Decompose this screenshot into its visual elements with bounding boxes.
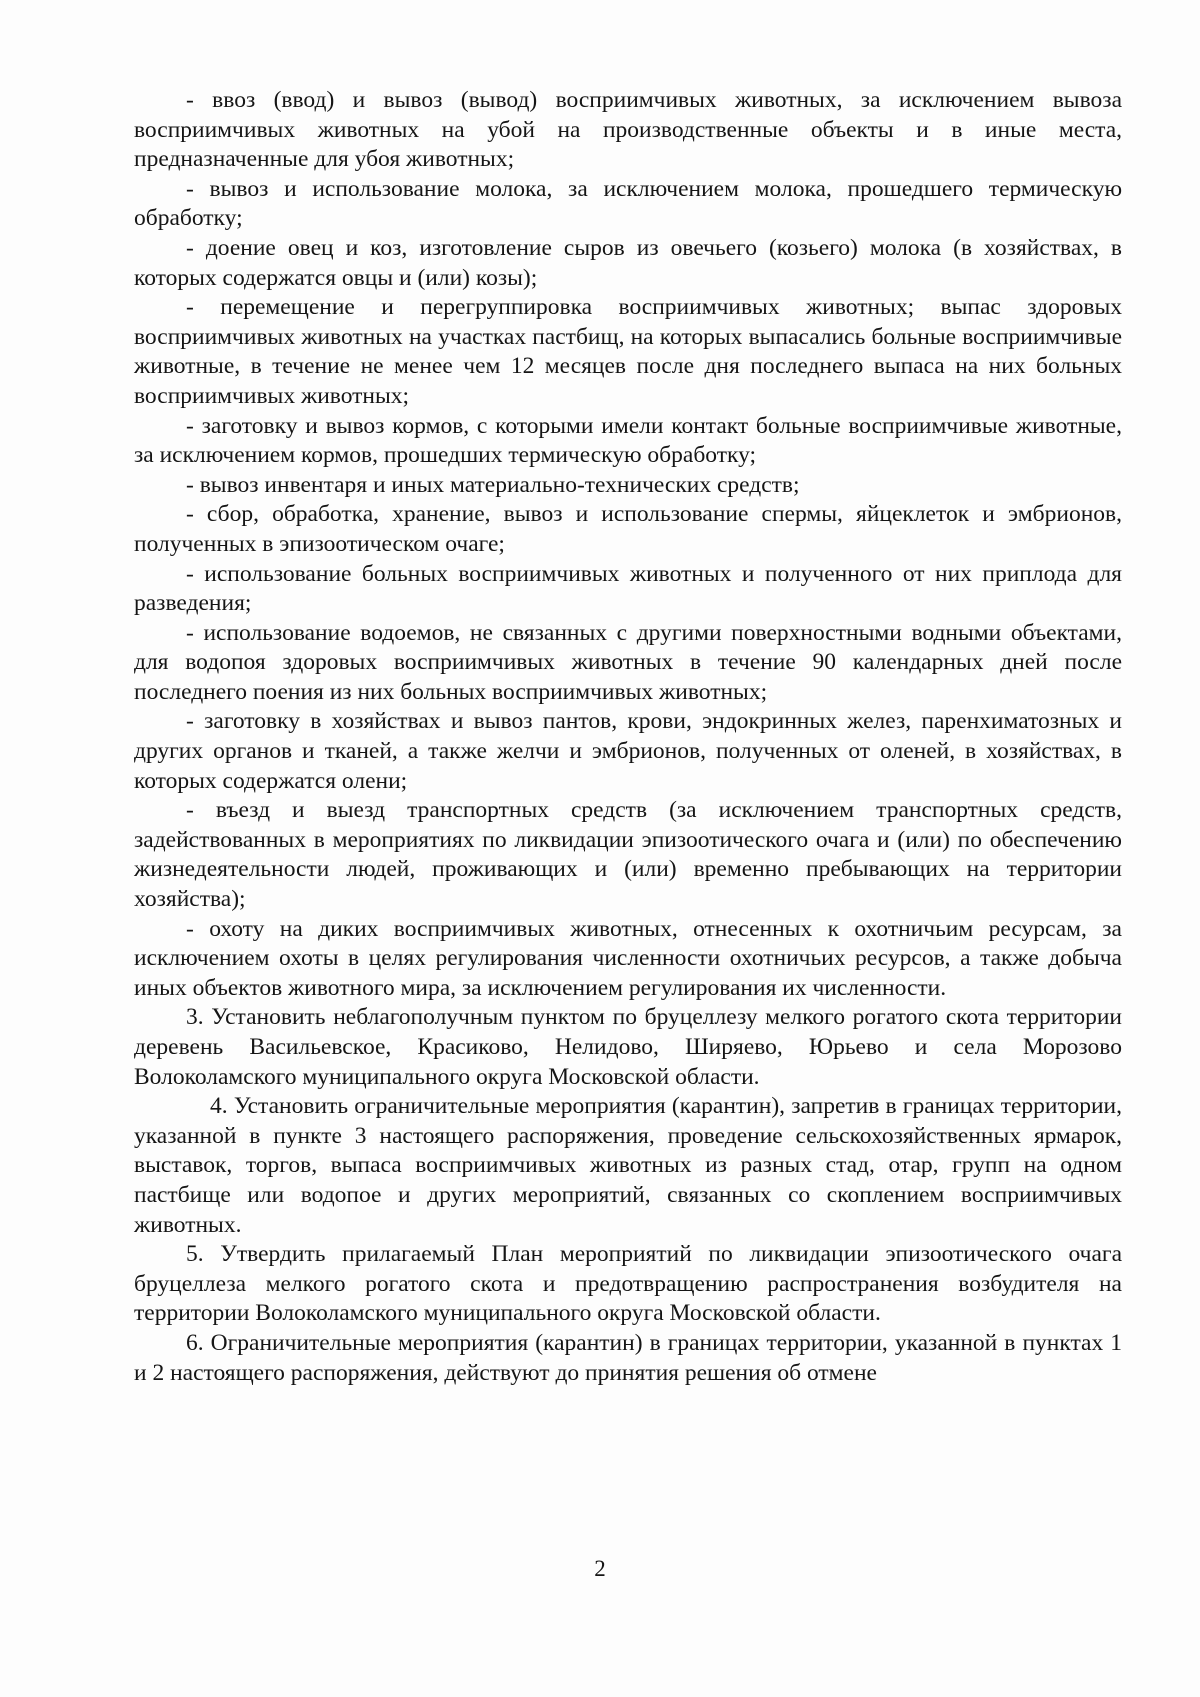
paragraph-item-3: 3. Установить неблагополучным пунктом по бруцеллезу мелкого рогатого скота территории деревень Васильевское, Красиково, Нелидово, Ширяево, Юрьево и села Морозово Волоколамского муниципального округа Московской области.: [134, 1004, 1122, 1090]
paragraph-breeding: - использование больных восприимчивых животных и полученного от них приплода для разведения;: [134, 560, 1122, 617]
paragraph-deer-products: - заготовку в хозяйствах и вывоз пантов, крови, эндокринных желез, паренхиматозных и других органов и тканей, а также желчи и эмбрионов, полученных от оленей, в хозяйствах, в которых содержатся олени;: [134, 708, 1122, 794]
paragraph-sperm-embryos: - сбор, обработка, хранение, вывоз и использование спермы, яйцеклеток и эмбрионов, полученных в эпизоотическом очаге;: [134, 501, 1122, 557]
paragraph-item-4: 4. Установить ограничительные мероприятия (карантин), запретив в границах территории, указанной в пункте 3 настоящего распоряжения, проведение сельскохозяйственных ярмарок, выставок, торгов, выпаса восприимчивых животных из разных стад, отар, групп на одном пастбище или водопое и других мероприятий, связанных со скоплением восприимчивых животных.: [134, 1093, 1122, 1238]
paragraph-milking: - доение овец и коз, изготовление сыров из овечьего (козьего) молока (в хозяйствах, в которых содержатся овцы и (или) козы);: [134, 234, 1122, 291]
page-number: 2: [594, 1556, 606, 1581]
paragraph-import-export: - ввоз (ввод) и вывоз (вывод) восприимчивых животных, за исключением вывоза восприимчивых животных на убой на производственные объекты и в иные места, предназначенные для убоя животных;: [134, 87, 1122, 173]
paragraph-water-bodies: - использование водоемов, не связанных с другими поверхностными водными объектами, для водопоя здоровых восприимчивых животных в течение 90 календарных дней после последнего поения из них больных восприимчивых животных;: [134, 619, 1122, 705]
paragraph-feed: - заготовку и вывоз кормов, с которыми имели контакт больные восприимчивые животные, за исключением кормов, прошедших термическую обработку;: [134, 412, 1122, 469]
paragraph-relocation-grazing: - перемещение и перегруппировка восприимчивых животных; выпас здоровых восприимчивых животных на участках пастбищ, на которых выпасались больные восприимчивые животные, в течение не менее чем 12 месяцев после дня последнего выпаса на них больных восприимчивых животных;: [134, 294, 1122, 409]
document-body: [134, 86, 1122, 1388]
paragraph-milk-export: - вывоз и использование молока, за исключением молока, прошедшего термическую обработку;: [134, 175, 1122, 232]
paragraph-vehicles: - въезд и выезд транспортных средств (за исключением транспортных средств, задействованных в мероприятиях по ликвидации эпизоотического очага и (или) по обеспечению жизнедеятельности людей, проживающих и (или) временно пребывающих на территории хозяйства);: [134, 797, 1122, 913]
paragraph-item-5: 5. Утвердить прилагаемый План мероприятий по ликвидации эпизоотического очага бруцеллеза мелкого рогатого скота и предотвращению распространения возбудителя на территории Волоколамского муниципального округа Московской области.: [134, 1241, 1122, 1327]
paragraph-inventory: - вывоз инвентаря и иных материально-технических средств;: [186, 471, 800, 498]
paragraph-item-6: 6. Ограничительные мероприятия (карантин) в границах территории, указанной в пунктах 1 и 2 настоящего распоряжения, действуют до принятия решения об отмене: [134, 1329, 1122, 1386]
paragraph-hunting: - охоту на диких восприимчивых животных, отнесенных к охотничьим ресурсам, за исключением охоты в целях регулирования численности охотничьих ресурсов, а также добыча иных объектов животного мира, за исключением регулирования их численности.: [134, 915, 1122, 1001]
